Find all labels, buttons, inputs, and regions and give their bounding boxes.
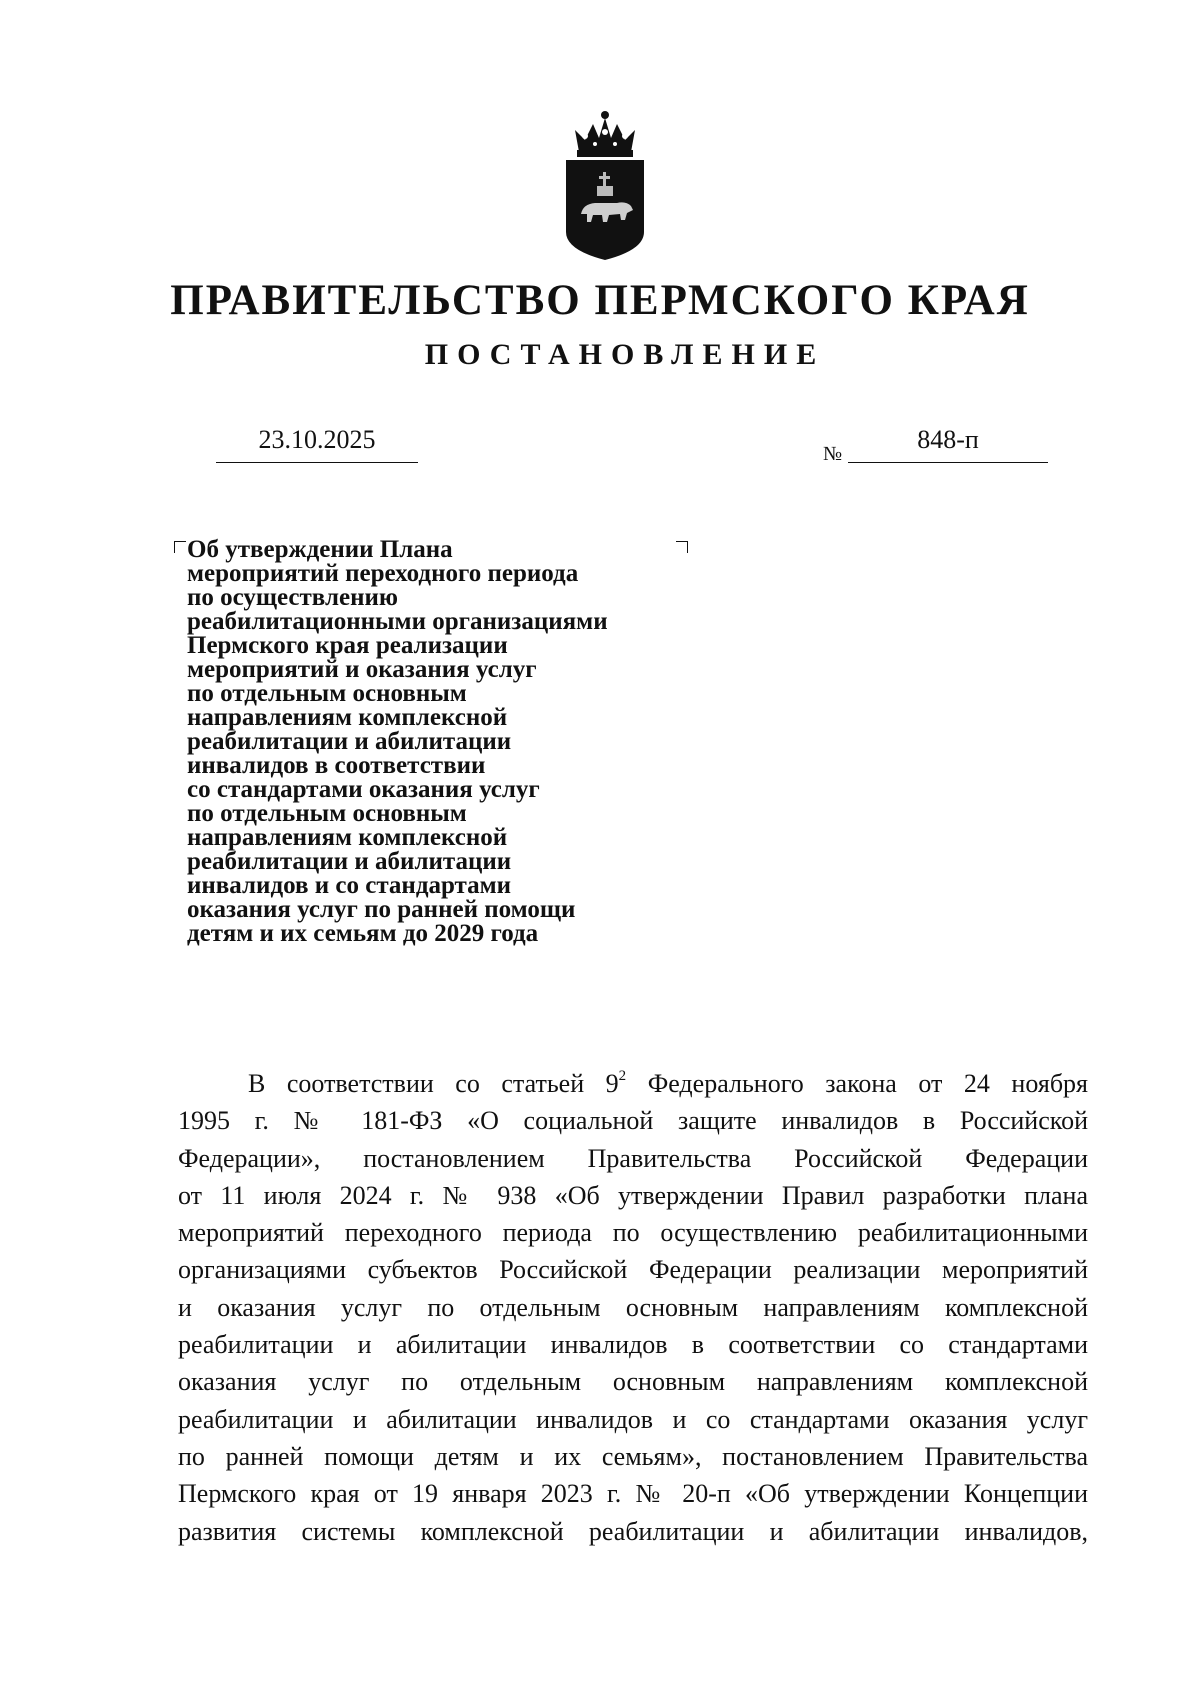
document-subject [187,538,707,946]
subject-line: мероприятий и оказания услуг [187,656,537,683]
subject-line: направлениям комплексной [187,824,508,851]
body-line: Федерации», постановлением Правительства Российской Федерации [178,1143,1088,1173]
subject-line: оказания услуг по ранней помощи [187,896,576,923]
body-line: от 11 июля 2024 г. № 938 «Об утверждении Правил разработки плана [178,1180,1088,1210]
document-date: 23.10.2025 [258,425,376,454]
number-underline [848,462,1048,463]
body-line: реабилитации и абилитации инвалидов в соответствии со стандартами [178,1330,1088,1360]
subject-line: инвалидов в соответствии [187,752,486,779]
body-text-run: В соответствии со статьей 9 [248,1069,619,1098]
body-line: 1995 г. № 181-ФЗ «О социальной защите инвалидов в Российской [178,1106,1088,1136]
body-line: Пермского края от 19 января 2023 г. № 20-п «Об утверждении Концепции [178,1479,1088,1509]
subject-line: по отдельным основным [187,800,467,827]
body-line: развития системы комплексной реабилитации и абилитации инвалидов, [178,1516,1088,1546]
subject-line: по осуществлению [187,584,399,611]
body-line: реабилитации и абилитации инвалидов и со стандартами оказания услуг [178,1404,1088,1434]
body-line: и оказания услуг по отдельным основным направлениям комплексной [178,1292,1088,1322]
document-type: ПОСТАНОВЛЕНИЕ [424,338,826,371]
subject-line: детям и их семьям до 2029 года [187,920,539,947]
subject-line: по отдельным основным [187,680,467,707]
subject-line: направлениям комплексной [187,704,508,731]
coat-of-arms-icon [563,110,647,262]
subject-line: реабилитации и абилитации [187,848,512,875]
body-line: организациями субъектов Российской Федерации реализации мероприятий [178,1255,1088,1285]
subject-line: Об утверждении Плана [187,536,453,563]
body-line: по ранней помощи детям и их семьям», постановлением Правительства [178,1441,1088,1471]
document-number: 848-п [917,425,979,454]
number-sign: № [823,443,843,465]
subject-corner-left [174,541,186,553]
superscript: 2 [618,1068,627,1084]
subject-line: реабилитации и абилитации [187,728,512,755]
subject-line: инвалидов и со стандартами [187,872,512,899]
date-underline [216,462,418,463]
body-text [178,1065,1088,1550]
subject-line: Пермского края реализации [187,632,508,659]
body-line: мероприятий переходного периода по осуществлению реабилитационными [178,1218,1088,1248]
subject-line: мероприятий переходного периода [187,560,579,587]
subject-line: реабилитационными организациями [187,608,608,635]
body-text-run: Федерального закона от 24 ноября [626,1069,1089,1098]
organization-title: ПРАВИТЕЛЬСТВО ПЕРМСКОГО КРАЯ [170,277,1030,324]
body-line: оказания услуг по отдельным основным направлениям комплексной [178,1367,1088,1397]
subject-line: со стандартами оказания услуг [187,776,540,803]
body-line [178,1065,1088,1102]
